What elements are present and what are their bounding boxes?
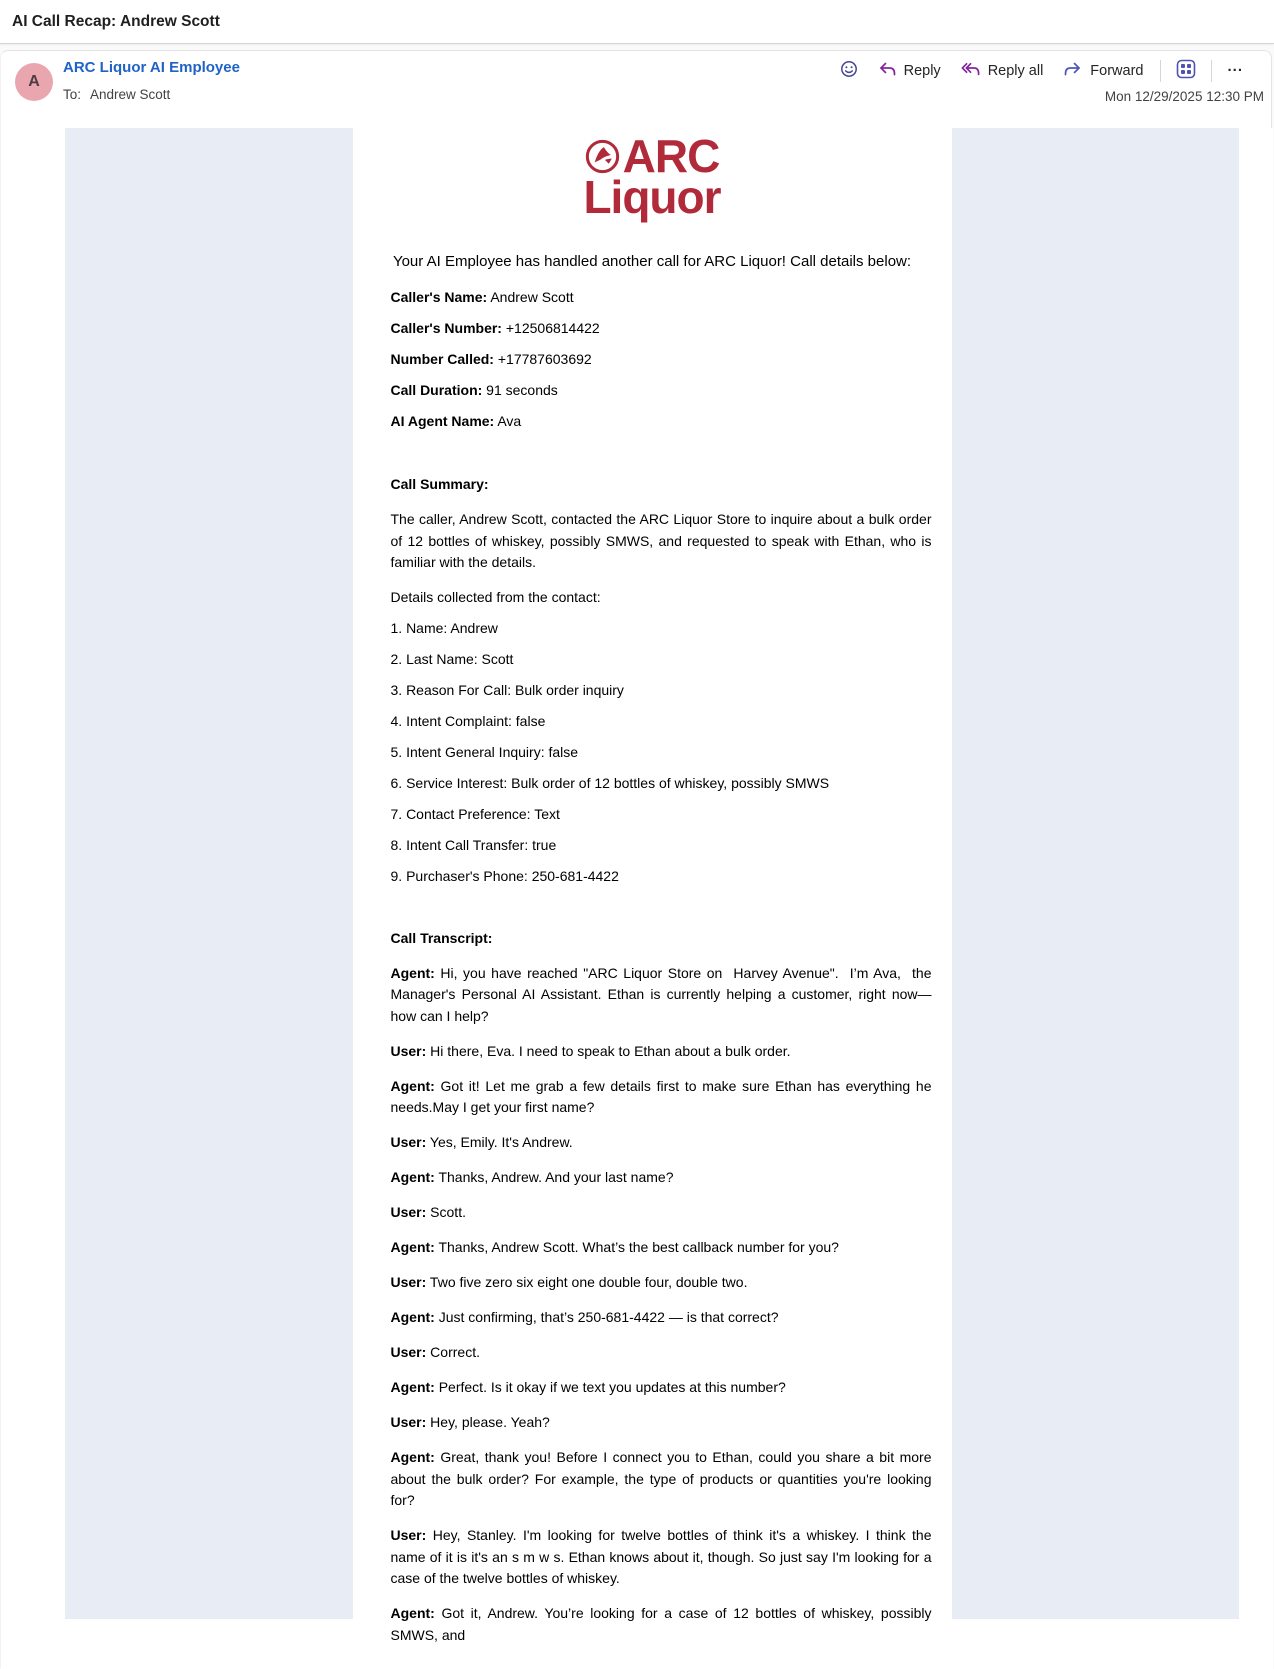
arc-liquor-emblem-icon xyxy=(585,139,620,174)
detail-row: Call Duration: 91 seconds xyxy=(390,381,558,398)
field-label: Agent: xyxy=(390,1239,435,1256)
email-subject: AI Call Recap: Andrew Scott xyxy=(12,12,220,30)
forward-icon xyxy=(1063,59,1083,83)
transcript-line: User: Yes, Emily. It's Andrew. xyxy=(390,1134,573,1151)
email-intro-line: Your AI Employee has handled another call for ARC Liquor! Call details below: xyxy=(392,252,912,270)
message-header xyxy=(1,51,1271,128)
toolbar-divider xyxy=(1160,60,1161,82)
field-label: Agent: xyxy=(390,1379,435,1396)
avatar[interactable]: A xyxy=(15,63,53,101)
transcript-line: Agent: Got it! Let me grab a few details first to make sure Ethan has everything he needs.May I get your first name? xyxy=(390,1077,932,1116)
reply-all-label: Reply all xyxy=(987,63,1044,79)
to-label: To: xyxy=(63,87,82,102)
field-label: Agent: xyxy=(390,964,435,981)
transcript-line: User: Hi there, Eva. I need to speak to Ethan about a bulk order. xyxy=(390,1042,791,1059)
reply-button[interactable] xyxy=(869,56,949,86)
detail-row: AI Agent Name: Ava xyxy=(390,412,522,429)
transcript-line: Agent: Thanks, Andrew Scott. What’s the best callback number for you? xyxy=(390,1239,839,1256)
transcript-line: Agent: Hi, you have reached "ARC Liquor Store on Harvey Avenue". I’m Ava, the Manager's Personal AI Assistant. Ethan is currently helping a customer, right now—how can I help? xyxy=(390,964,932,1024)
toolbar-divider xyxy=(1211,60,1212,82)
field-label: Agent: xyxy=(390,1449,435,1466)
message-toolbar xyxy=(833,57,1249,85)
field-label: Call Duration: xyxy=(390,381,483,398)
apps-button[interactable] xyxy=(1170,56,1202,86)
field-label: Caller's Name: xyxy=(390,288,488,305)
apps-grid-icon xyxy=(1176,59,1196,83)
forward-button[interactable] xyxy=(1055,56,1151,86)
field-label: Agent: xyxy=(390,1309,435,1326)
transcript-line: User: Correct. xyxy=(390,1344,480,1361)
field-label: User: xyxy=(390,1344,427,1361)
recipient-name[interactable]: Andrew Scott xyxy=(90,87,171,102)
collected-item: 3. Reason For Call: Bulk order inquiry xyxy=(390,682,624,699)
email-content-column xyxy=(353,128,952,1643)
collected-item: 2. Last Name: Scott xyxy=(390,651,514,668)
reply-all-button[interactable] xyxy=(953,56,1052,86)
collected-item: 9. Purchaser's Phone: 250-681-4422 xyxy=(390,868,619,885)
add-reaction-button[interactable] xyxy=(833,56,865,86)
summary-heading: Call Summary: xyxy=(390,476,489,493)
recipient-line xyxy=(63,87,170,102)
logo-text-liquor: Liquor xyxy=(583,170,721,223)
collected-details-list xyxy=(391,618,932,888)
logo-text-arc: ARC xyxy=(622,130,720,182)
field-label: Number Called: xyxy=(390,350,494,367)
subject-bar xyxy=(0,0,1274,44)
ellipsis-icon: ... xyxy=(1227,58,1243,75)
transcript-line: User: Hey, Stanley. I'm looking for twelve bottles of think it's a whiskey. I think the name of it is it's an s m w s. Ethan knows about it, though. So just say I'm looking for a case of the twelve bottles of whiskey. xyxy=(390,1527,932,1587)
collected-item: 4. Intent Complaint: false xyxy=(390,713,546,730)
details-intro-line: Details collected from the contact: xyxy=(390,589,601,606)
detail-row: Number Called: +17787603692 xyxy=(390,350,592,367)
transcript-line: Agent: Got it, Andrew. You’re looking for a case of 12 bottles of whiskey, possibly SMWS, and xyxy=(390,1605,932,1643)
detail-row: Caller's Number: +12506814422 xyxy=(390,319,600,336)
reply-all-icon xyxy=(961,59,981,83)
field-label: Agent: xyxy=(390,1605,435,1622)
transcript-line: User: Hey, please. Yeah? xyxy=(390,1414,550,1431)
transcript-line: Agent: Just confirming, that’s 250-681-4422 — is that correct? xyxy=(390,1309,779,1326)
sender-name[interactable]: ARC Liquor AI Employee xyxy=(63,59,240,76)
collected-item: 5. Intent General Inquiry: false xyxy=(390,744,579,761)
smiley-icon xyxy=(839,59,859,83)
field-label: User: xyxy=(390,1134,427,1151)
transcript-line: Agent: Great, thank you! Before I connect you to Ethan, could you share a bit more about the bulk order? For example, the type of products or quantities you're looking for? xyxy=(390,1449,932,1509)
field-label: AI Agent Name: xyxy=(390,412,495,429)
field-label: User: xyxy=(390,1527,427,1544)
field-label: User: xyxy=(390,1414,427,1431)
field-label: User: xyxy=(390,1042,427,1059)
reply-label: Reply xyxy=(903,63,941,79)
transcript-line: User: Scott. xyxy=(390,1204,466,1221)
detail-row: Caller's Name: Andrew Scott xyxy=(390,288,574,305)
more-options-button[interactable] xyxy=(1221,59,1249,83)
message-timestamp: Mon 12/29/2025 12:30 PM xyxy=(1104,89,1264,104)
collected-item: 8. Intent Call Transfer: true xyxy=(390,837,557,854)
forward-label: Forward xyxy=(1090,63,1144,79)
transcript-heading: Call Transcript: xyxy=(390,929,493,946)
email-main-content xyxy=(391,287,932,1647)
field-label: Agent: xyxy=(390,1169,435,1186)
transcript-line: Agent: Thanks, Andrew. And your last name? xyxy=(390,1169,674,1186)
field-label: User: xyxy=(390,1204,427,1221)
collected-item: 7. Contact Preference: Text xyxy=(390,806,560,823)
field-label: User: xyxy=(390,1274,427,1291)
call-details-list xyxy=(391,287,932,433)
email-body xyxy=(1,128,1273,1669)
reply-icon xyxy=(877,59,897,83)
summary-paragraph: The caller, Andrew Scott, contacted the ARC Liquor Store to inquire about a bulk order of 12 bottles of whiskey, possibly SMWS, and requested to speak with Ethan, who is familiar with the details. xyxy=(390,511,932,571)
arc-liquor-logo xyxy=(583,130,721,223)
email-background xyxy=(65,128,1239,1643)
transcript-line: Agent: Perfect. Is it okay if we text you updates at this number? xyxy=(390,1379,786,1396)
field-label: Agent: xyxy=(390,1077,435,1094)
field-label: Caller's Number: xyxy=(390,319,502,336)
collected-item: 1. Name: Andrew xyxy=(390,620,498,637)
collected-item: 6. Service Interest: Bulk order of 12 bottles of whiskey, possibly SMWS xyxy=(390,775,830,792)
transcript-list xyxy=(391,963,932,1647)
reading-pane xyxy=(0,50,1272,1668)
transcript-line: User: Two five zero six eight one double four, double two. xyxy=(390,1274,748,1291)
